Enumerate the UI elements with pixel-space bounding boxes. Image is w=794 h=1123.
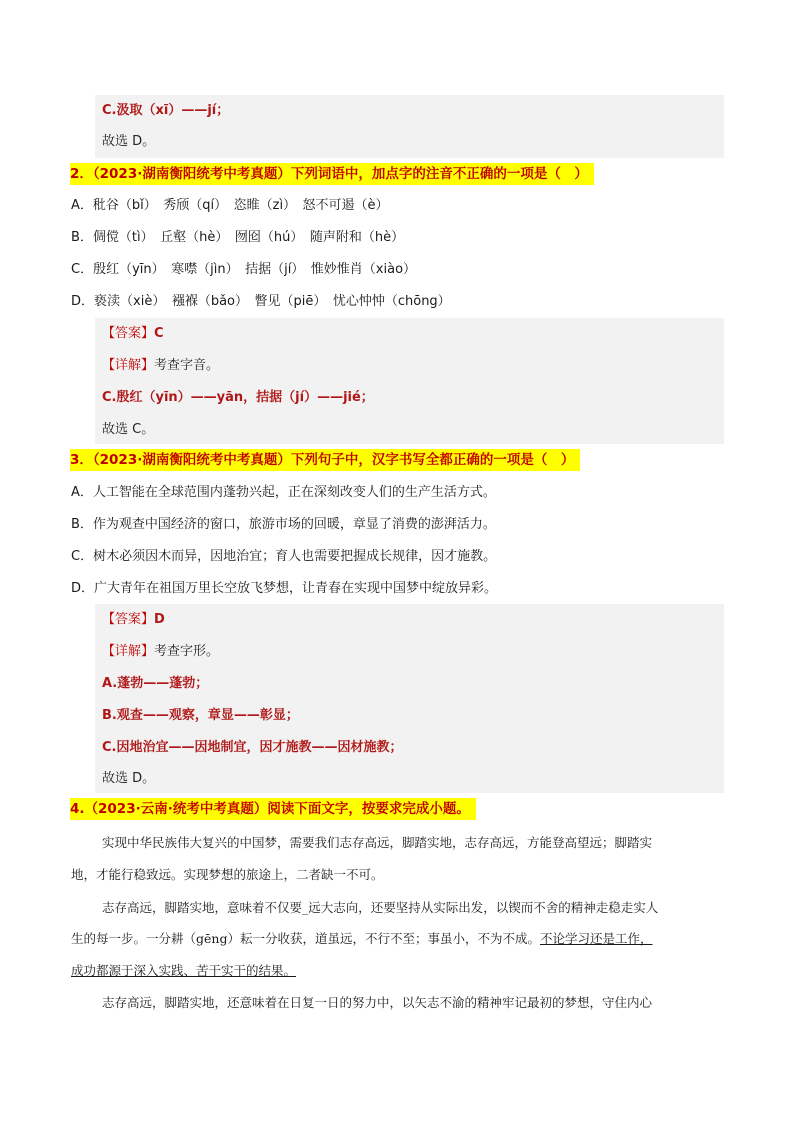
- option-c: C．殷红（yīn） 寒噤（jìn） 拮据（jí） 惟妙惟肖（xiào）: [71, 262, 417, 277]
- question-title: 3．（2023·湖南衡阳统考中考真题）下列句子中，汉字书写全都正确的一项是（ ）: [70, 449, 580, 471]
- choose-line: 故选 D。: [102, 134, 156, 149]
- fix-line: C.殷红（yīn）——yān，拮据（jí）——jié；: [102, 390, 374, 405]
- answer-value: D: [154, 612, 165, 627]
- passage-text: 生的每一步。一分耕（gēng）耘一分收获，道虽远，不行不至；事虽小，不为不成。: [71, 931, 540, 946]
- passage-line: 实现中华民族伟大复兴的中国梦，需要我们志存高远，脚踏实地，志存高远，方能登高望远；脚踏实: [102, 835, 653, 850]
- detail-label: 【详解】: [102, 358, 155, 373]
- choose-line: 故选 C。: [102, 422, 155, 437]
- answer-label: 【答案】: [102, 326, 155, 341]
- underlined-sentence: 不论学习还是工作，: [539, 931, 653, 946]
- option-b: B．作为观查中国经济的窗口，旅游市场的回暖，章显了消费的澎湃活力。: [71, 517, 496, 532]
- answer-value: C: [154, 326, 164, 341]
- passage-line: 志存高远，脚踏实地，还意味着在日复一日的努力中，以矢志不渝的精神牢记最初的梦想，守住内心: [102, 995, 653, 1010]
- question-title: 4.（2023·云南·统考中考真题）阅读下面文字，按要求完成小题。: [70, 798, 476, 820]
- answer-label: 【答案】: [102, 612, 155, 627]
- detail-text: 考查字形。: [154, 644, 220, 659]
- underlined-sentence: 成功都源于深入实践、苦干实干的结果。: [71, 963, 297, 978]
- option-a: A．人工智能在全球范围内蓬勃兴起，正在深刻改变人们的生产生活方式。: [71, 485, 496, 500]
- answer-box: [95, 318, 724, 444]
- option-c: C．树木必须因木而异，因地治宜；育人也需要把握成长规律，因才施教。: [71, 549, 497, 564]
- passage-line: [71, 929, 652, 949]
- detail-text: 考查字音。: [154, 358, 220, 373]
- detail-line: [102, 356, 219, 376]
- passage-line: 志存高远，脚踏实地，意味着不仅要_远大志向，还要坚持从实际出发，以锲而不舍的精神走稳走实人: [102, 900, 659, 915]
- option-b: B．倜傥（tì） 丘壑（hè） 囫囵（hú） 随声附和（hè）: [71, 230, 405, 245]
- fix-line: B.观查——观察，章显——彰显；: [102, 708, 299, 723]
- answer-line: [102, 324, 164, 344]
- answer-box: [95, 604, 724, 793]
- choose-line: 故选 D。: [102, 771, 156, 786]
- detail-line: [102, 642, 219, 662]
- fix-line: A.蓬勃——蓬勃；: [102, 676, 209, 691]
- question-title: 2．（2023·湖南衡阳统考中考真题）下列词语中，加点字的注音不正确的一项是（ ）: [70, 163, 594, 185]
- fix-line: C.汲取（xī）——jí；: [102, 103, 230, 118]
- fix-line: C.因地治宜——因地制宜，因才施教——因材施教；: [102, 740, 403, 755]
- answer-line: [102, 610, 165, 630]
- option-a: A．秕谷（bǐ） 秀颀（qí） 恣睢（zì） 怒不可遏（è）: [71, 198, 389, 213]
- detail-label: 【详解】: [102, 644, 155, 659]
- option-d: D．广大青年在祖国万里长空放飞梦想，让青春在实现中国梦中绽放异彩。: [71, 581, 498, 596]
- option-d: D．亵渎（xiè） 襁褓（bǎo） 瞥见（piē） 忧心忡忡（chōng）: [71, 294, 451, 309]
- passage-line: 地，才能行稳致远。实现梦想的旅途上，二者缺一不可。: [71, 867, 384, 882]
